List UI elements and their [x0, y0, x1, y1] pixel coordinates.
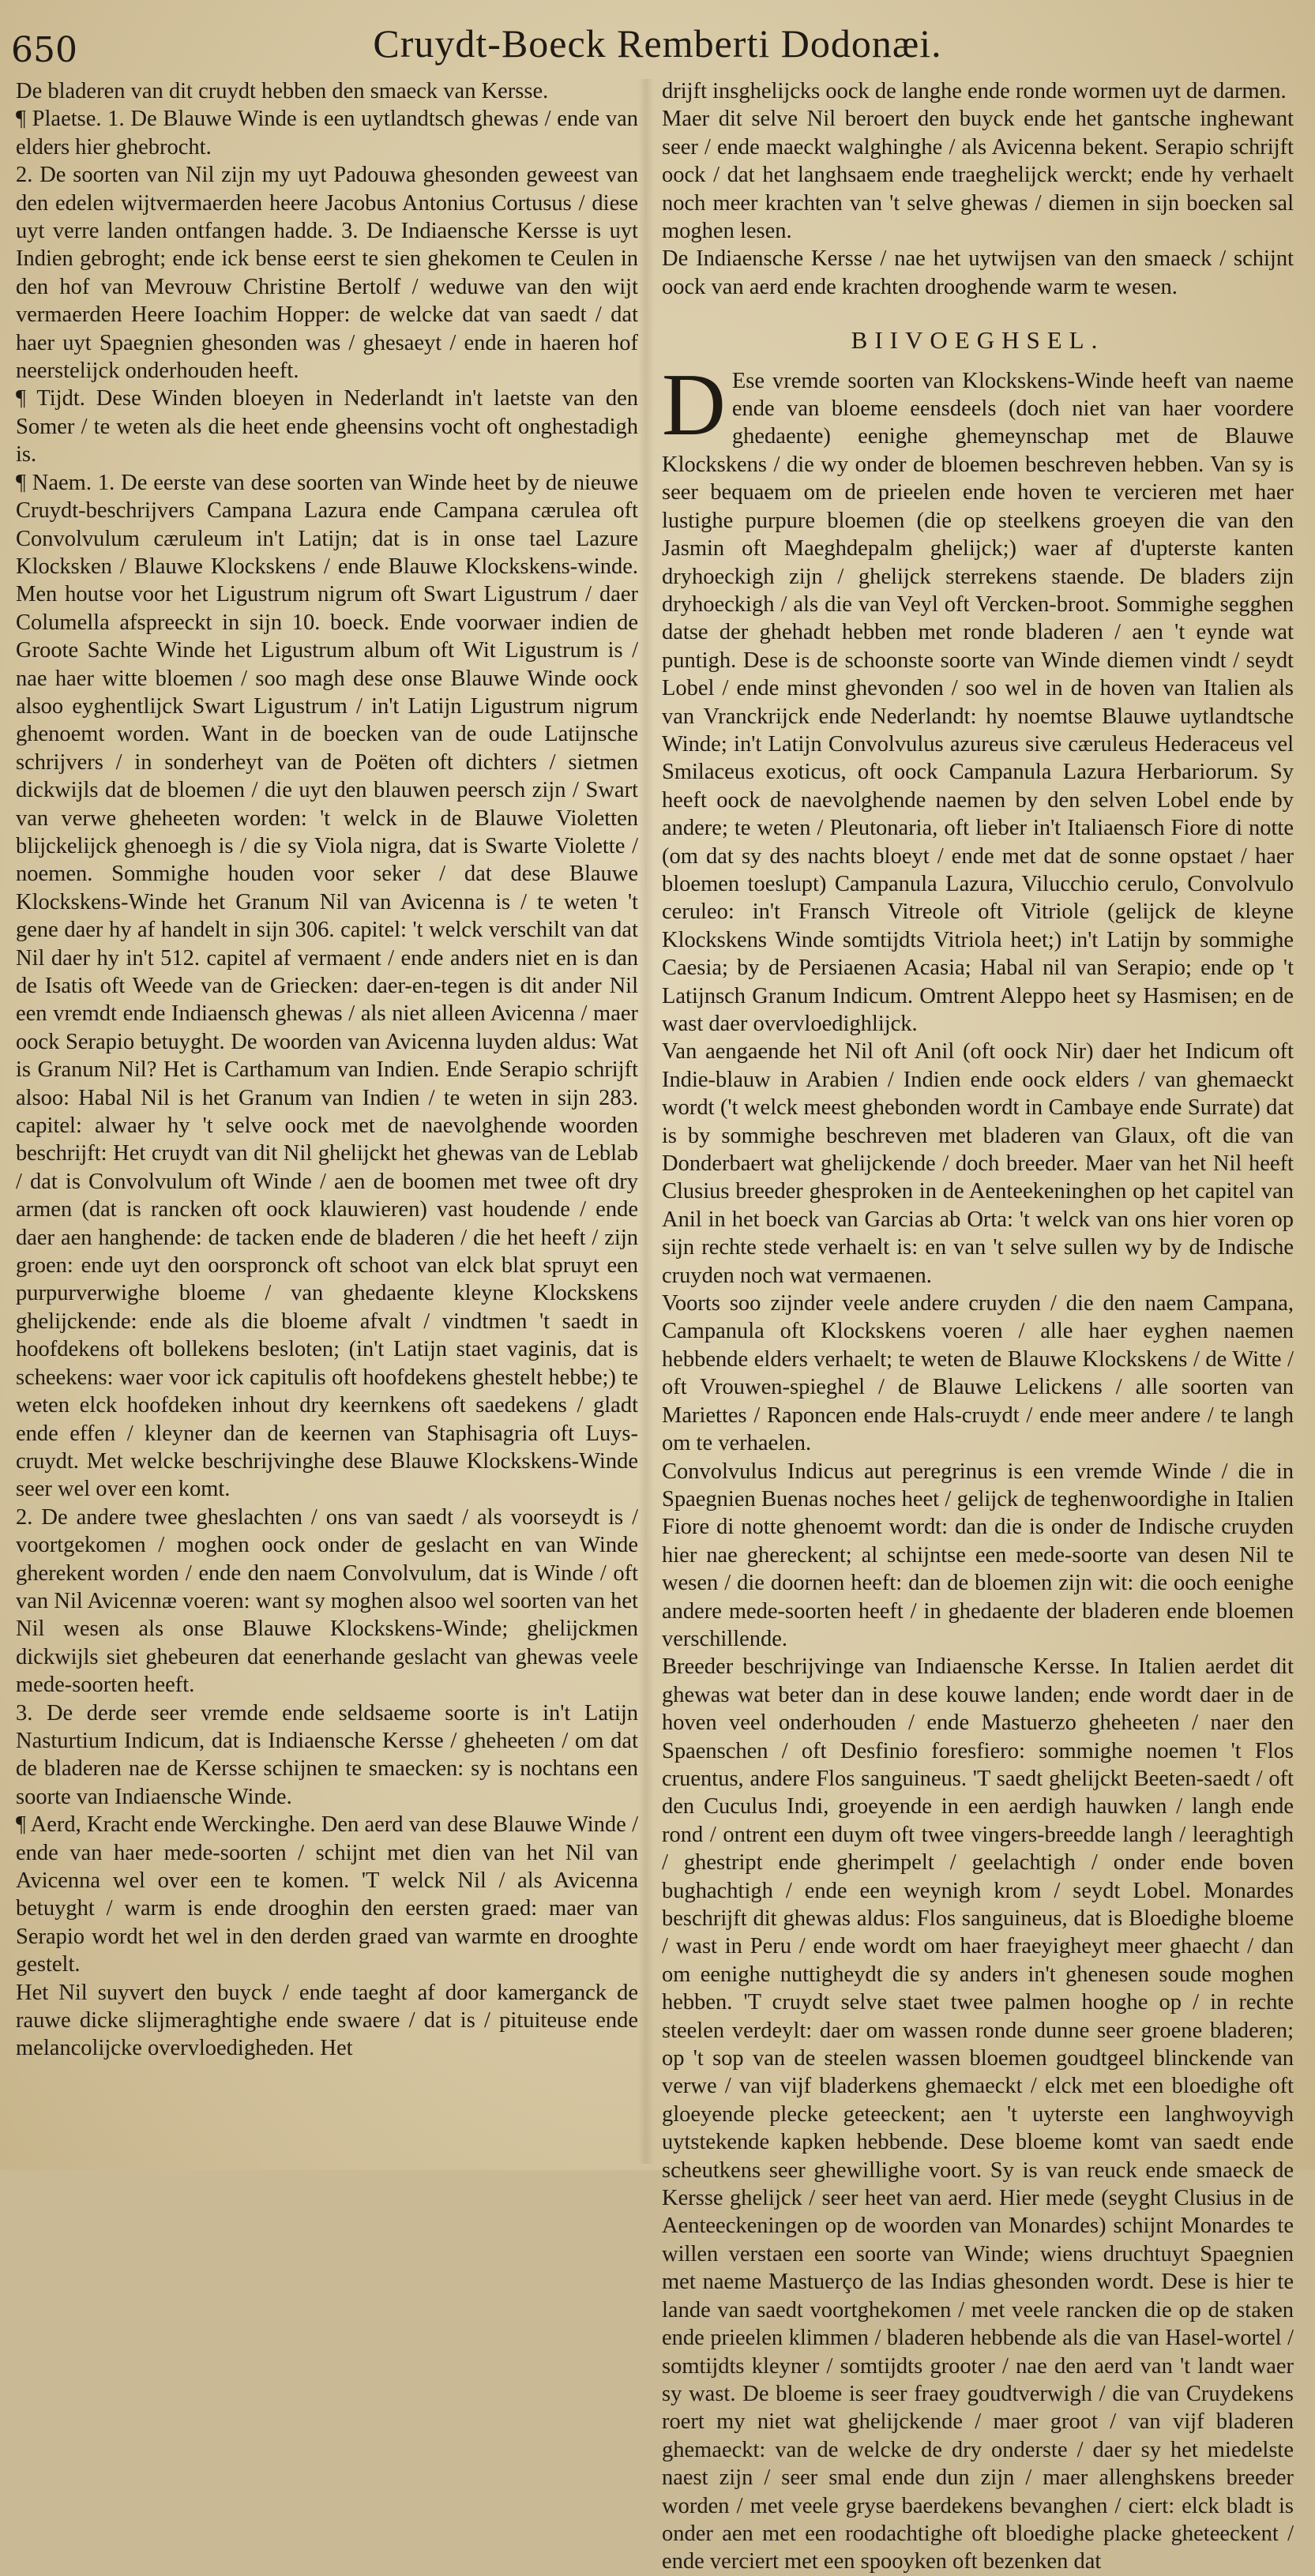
- section-paragraph: Breeder beschrijvinge van Indiaensche Kersse. In Italien aerdet dit ghewas wat beter dan in dese kouwe landen; ende wordt daer in de hoven veel onderhouden / ende Mastuerzo gheheeten / naer den Spaenschen / oft Desfinio foresfiero: sommighe noemen 't Flos cruentus, andere Flos sanguineus. 'T saedt ghelijckt Beeten-saedt / oft den Cuculus Indi, groeyende in een aerdigh hauwken / langh ende rond / ontrent een duym oft twee vingers-breedde langh / leeraghtigh / ghestript ende gherimpelt / geelachtigh / onder ende boven bughachtigh / ende een weynigh krom / seydt Lobel. Monardes beschrijft dit ghewas aldus: Flos sanguineus, dat is Bloedighe bloeme / wast in Peru / ende wordt om haer fraeyigheyt meer ghaecht / dan om eenighe nuttigheydt die sy anders in't ghenesen soude moghen hebben. 'T cruydt selve staet twee palmen hooghe op / in rechte steelen verdeylt: daer om wassen ronde dunne seer groene bladeren; op 't sop van de steelen wassen bloemen goudtgeel blinckende van verwe / van vijf bladerkens ghemaeckt / elck met een bloedighe oft gloeyende plecke geteeckent; aen 't uyterste een langhwoyvigh uytstekende kapken hebbende. Dese bloeme komt van saedt ende scheutkens seer ghewillighe voort. Sy is van reuck ende smaeck de Kersse ghelijck / seer heet van aerd. Hier mede (seyght Clusius in de Aenteeckeningen op de woorden van Monardes) schijnt Monardes te willen verstaen een soorte van Winde; wiens druchtuyt Spaegnien met naeme Mastuerço de las Indias ghesonden wordt. Dese is hier te lande van saedt voortghekomen / met veele rancken die op de staken ende prieelen klimmen / bladeren hebbende als die van Hasel-wortel / somtijdts kleyner / somtijdts grooter / nae den aerd van 't landt waer sy wast. De bloeme is seer fraey goudtverwigh / die van Cruydekens roert my niet wat ghelijckende / maer groot / van vijf bladeren ghemaeckt: van de welcke de dry onderste / daer sy het miedelste naest zijn / seer smal ende dun zijn / maer allenghskens breeder worden / met veele gryse baerdekens bevanghen / ciert: elck bladt is onder aen met een roodachtighe oft bloedighe placke gheteeckent / ende verciert met een spooyken oft bezenken dat: [662, 1654, 1294, 2574]
- section-paragraph: Voorts soo zijnder veele andere cruyden / die den naem Campana, Campanula oft Klockskens voeren / alle haer eyghen naemen hebbende elders verhaelt; te weten de Blauwe Klockskens / de Witte / oft Vrouwen-spieghel / de Blauwe Lelickens / alle soorten van Mariettes / Raponcen ende Hals-cruydt / ende meer andere / te langh om te verhaelen.: [662, 1291, 1294, 1456]
- paragraph: ¶ Aerd, Kracht ende Werckinghe. Den aerd van dese Blauwe Winde / ende van haer mede-soorten / schijnt met dien van het Nil van Avicenna wel over een te komen. 'T welck Nil / als Avicenna betuyght / warm is ende drooghin den eersten graed: maer van Serapio wordt het wel in den derden graed van warmte en drooghte gestelt.: [16, 1812, 638, 1977]
- paragraph: ¶ Tijdt. Dese Winden bloeyen in Nederlandt in't laetste van den Somer / te weten als die heet ende gheensins vocht oft onghestadigh is.: [16, 386, 638, 468]
- column-gutter-shadow: [638, 79, 654, 2164]
- right-column: [662, 77, 1294, 2576]
- section-paragraph: Convolvulus Indicus aut peregrinus is een vremde Winde / die in Spaegnien Buenas noches heet / gelijck de teghenwoordighe in Italien Fiore di notte ghenoemt wordt: dan die is onder de Indische cruyden hier nae ghereckent; al schijntse een mede-soorte van desen Nil te wesen / die doornen heeft: dan de bloemen zijn wit: die ooch eenighe andere mede-soorten heeft / in ghedaente der bladeren ende bloemen verschillende.: [662, 1459, 1294, 1651]
- paragraph: 2. De andere twee gheslachten / ons van saedt / als voorseydt is / voortgekomen / moghen oock onder de geslacht en van Winde gherekent worden / ende den naem Convolvulum, dat is Winde / oft van Nil Avicennæ voeren: want sy moghen alsoo wel soorten van het Nil wesen als onse Blauwe Klockskens-Winde; ghelijckmen dickwijls siet ghebeuren dat eenerhande geslacht van ghewas veele mede-soorten heeft.: [16, 1504, 638, 1698]
- paragraph: drijft insghelijcks oock de langhe ende ronde wormen uyt de darmen.: [662, 79, 1287, 103]
- running-title: Cruydt-Boeck Remberti Dodonæi.: [373, 21, 942, 66]
- section-heading: BIIVOEGHSEL.: [851, 326, 1105, 355]
- paragraph: 3. De derde seer vremde ende seldsaeme soorte is in't Latijn Nasturtium Indicum, dat is Indiaensche Kersse / gheheeten / om dat de bladeren nae de Kersse schijnen te smaecken: sy is nochtans een soorte van Indiaensche Winde.: [16, 1700, 638, 1809]
- section-paragraph: [662, 355, 1294, 1038]
- left-column: [16, 77, 638, 2063]
- paragraph: De bladeren van dit cruydt hebben den smaeck van Kersse.: [16, 79, 549, 103]
- paragraph: Maer dit selve Nil beroert den buyck ende het gantsche inghewant seer / ende maeckt walghinghe / als Avicenna bekent. Serapio schrijft oock / dat het langhsaem ende traeghelijck werckt; ende hy verhaelt noch meer krachten van 't selve ghewas / diemen in sijn boecken sal moghen lesen.: [662, 107, 1294, 244]
- paragraph: ¶ Naem. 1. De eerste van dese soorten van Winde heet by de nieuwe Cruydt-beschrijvers Campana Lazura ende Campana cærulea oft Convolvulum cæruleum in't Latijn; dat is in onse tael Lazure Klocksken / Blauwe Klockskens / ende Blauwe Klockskens-winde. Men houtse voor het Ligustrum nigrum oft Swart Ligustrum / daer Columella afspreeckt in sijn 10. boeck. Ende voorwaer indien de Groote Sachte Winde het Ligustrum album oft Wit Ligustrum is / nae haer witte bloemen / soo magh dese onse Blauwe Winde oock alsoo eyghentlijck Swart Ligustrum / in't Latijn Ligustrum nigrum ghenoemt worden. Want in de boecken van de oude Latijnsche schrijvers / in sonderheyt van de Poëten oft dichters / sietmen dickwijls dat de bloemen / die uyt den blauwen peersch zijn / Swart van verwe gheheeten worden: 't welck in de Blauwe Violetten blijckelijck ghenoegh is / die sy Viola nigra, dat is Swarte Violette / noemen. Sommighe houden voor seker / dat dese Blauwe Klockskens-Winde het Granum Nil van Avicenna is / te weten 't gene daer hy af handelt in sijn 306. capitel: 't welck verschilt van dat Nil daer hy in't 512. capitel af vermaent / ende anders niet en is dan de Isatis oft Weede van de Griecken: daer-en-tegen is dit ander Nil een vremdt ende Indiaensch ghewas / als niet alleen Avicenna / maer oock Serapio betuyght. De woorden van Avicenna luyden aldus: Wat is Granum Nil? Het is Carthamum van Indien. Ende Serapio schrijft alsoo: Habal Nil is het Granum van Indien / te weten in sijn 283. capitel: alwaer hy 't selve oock met de naevolghende woorden beschrijft: Het cruydt van dit Nil ghelijckt het ghewas van de Leblab / dat is Convolvulum oft Winde / aen de boomen met twee oft dry armen (dat is rancken oft oock klauwieren) vast houdende / ende daer aen hanghende: de tacken ende de bladeren / die het heeft / zijn groen: ende uyt den oorspronck oft schoot van elck blat spruyt een purpurverwighe bloeme / van ghedaente kleyne Klockskens ghelijckende: ende als die bloeme afvalt / vindtmen 't saedt in hoofdekens oft bollekens besloten; (in't Latijn staet vaginis, dat is scheekens: waer voor ick capitulis oft hoofdekens ghestelt hebbe;) te weten elck hoofdeken inhout dry keernkens oft saedekens / gladt ende effen / kleyner dan de keernen van Staphisagria oft Luys-cruydt. Met welcke beschrijvinghe dese Blauwe Klockskens-Winde seer wel over een komt.: [16, 470, 638, 1502]
- paragraph: De Indiaensche Kersse / nae het uytwijsen van den smaeck / schijnt oock van aerd ende krachten drooghende warm te wesen.: [662, 246, 1294, 299]
- page-number: 650: [11, 30, 77, 70]
- paragraph-text: Ese vremde soorten van Klockskens-Winde heeft van naeme ende van bloeme eensdeels (doch niet van haer voordere ghedaente) eenighe ghemeynschap met de Blauwe Klockskens / die wy onder de bloemen beschreven hebben. Van sy is seer bequaem om de prieelen ende hoven te vercieren met haer lustighe purpure bloemen (die op steelkens groeyen die van den Jasmin oft Maeghdepalm ghelijck;) waer af d'upterste kanten dryhoeckigh zijn / ghelijck sterrekens staende. De bladers zijn dryhoeckigh / als die van Veyl oft Vercken-broot. Sommighe segghen datse der ghehadt hebben met ronde bladeren / aen 't eynde wat puntigh. Dese is de schoonste soorte van Winde diemen vindt / seydt Lobel / ende minst ghevonden / soo wel in de hoven van Italien als van Vranckrijck ende Nederlandt: hy noemtse Blauwe uytlandtsche Winde; in't Latijn Convolvulus azureus sive cæruleus Hederaceus vel Smilaceus exoticus, oft oock Campanula Lazura Herbariorum. Sy heeft oock de naevolghende naemen by den selven Lobel ende by andere; te weten / Pleutonaria, oft lieber in't Italiaensch Fiore di notte (om dat sy des nachts bloeyt / ende met dat de sonne opstaet / haer bloemen toeslupt) Campanula Lazura, Vilucchio cerulo, Convolvulo ceruleo: in't Fransch Vitreole oft Vitriole (gelijck de kleyne Klockskens Winde somtijdts Vitriola heet;) in't Latijn by sommighe Caesia; by de Persiaenen Acasia; Habal nil van Serapio; ende op 't Latijnsch Granum Indicum. Omtrent Aleppo heet sy Hasmisen; en de wast daer overvloedighlijck.: [662, 368, 1294, 1036]
- section-paragraph: Van aengaende het Nil oft Anil (oft oock Nir) daer het Indicum oft Indie-blauw in Arabien / Indien ende oock elders / van ghemaeckt wordt ('t welck meest ghebonden wordt in Cambaye ende Surrate) dat is by sommighe beschreven met bladeren van Glaux, oft die van Donderbaert wat ghelijckende / doch breeder. Maer van het Nil heeft Clusius breeder ghesproken in de Aenteekeninghen op het capitel van Anil in het boeck van Garcias ab Orta: 't welck van ons hier voren op sijn rechte stede verhaelt is: en van 't selve sullen wy by de Indische cruyden noch wat vermaenen.: [662, 1039, 1294, 1288]
- paragraph: 2. De soorten van Nil zijn my uyt Padouwa ghesonden geweest van den edelen wijtvermaerden heere Jacobus Antonius Cortusus / diese uyt verre landen ontfangen hadde. 3. De Indiaensche Kersse is uyt Indien gebroght; ende ick bense eerst te sien ghekomen te Ceulen in den hof van Mevrouw Christine Bertolf / weduwe van den wijt vermaerden Heere Ioachim Hopper: de welcke dat van saedt / dat haer uyt Spaegnien ghesonden was / ghesaeyt / ende in haeren hof neerstelijck onderhouden heeft.: [16, 163, 638, 384]
- paragraph: Het Nil suyvert den buyck / ende taeght af door kamerganck de rauwe dicke slijmeraghtighe ende swaere / dat is / pituiteuse ende melancolijcke overvloedigheden. Het: [16, 1980, 638, 2061]
- paragraph: ¶ Plaetse. 1. De Blauwe Winde is een uytlandtsch ghewas / ende van elders hier ghebrocht.: [16, 107, 638, 160]
- drop-cap-initial: D: [662, 355, 726, 454]
